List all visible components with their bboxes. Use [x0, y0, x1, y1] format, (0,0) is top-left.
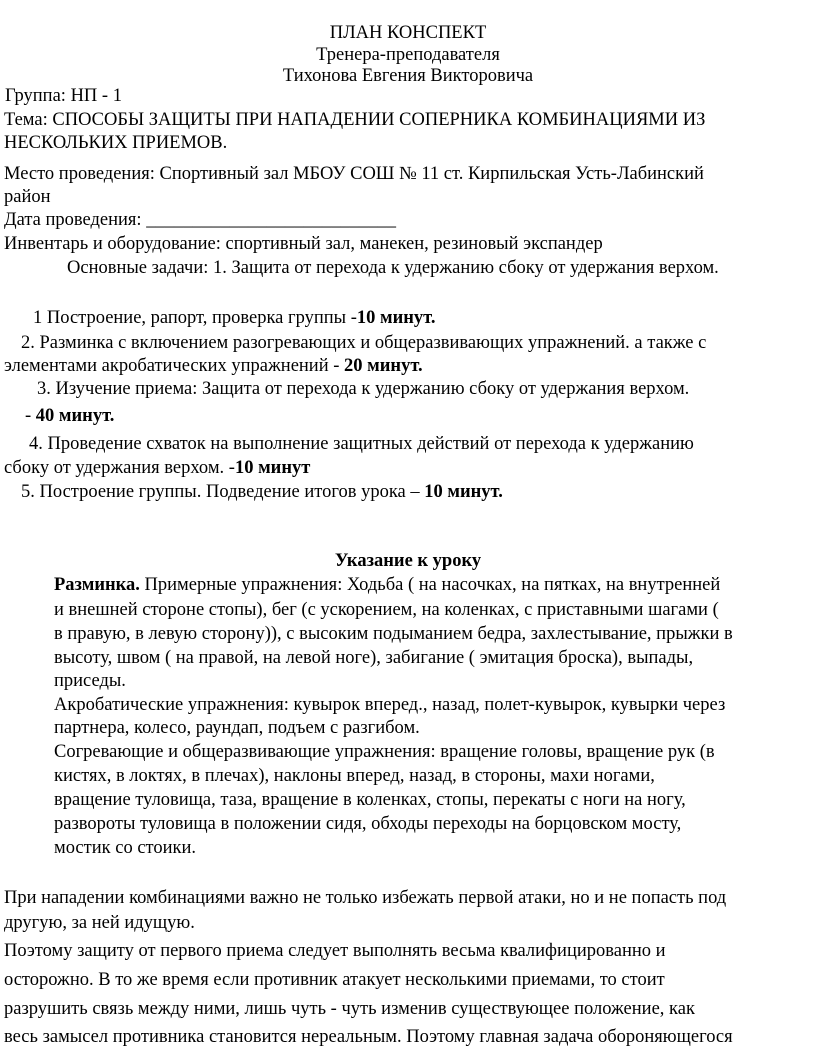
doc-title: ПЛАН КОНСПЕКТ	[329, 23, 487, 43]
plan-item-5-time: 10 минут.	[424, 482, 503, 502]
group-line: Группа: НП - 1	[5, 86, 122, 106]
warmup-line-2: и внешней стороне стопы), бег (с ускорением, на коленках, с приставными шагами (	[54, 600, 719, 620]
warmup-line-1	[54, 573, 720, 597]
plan-item-2-time: 20 минут.	[344, 356, 423, 376]
plan-item-2	[21, 331, 706, 355]
plan-item-2-text: 2. Разминка с включением разогревающих и общеразвивающих упражнений. а также с	[21, 333, 707, 353]
plan-item-5-text: 5. Построение группы. Подведение итогов урока –	[21, 482, 425, 502]
plan-item-3-cont	[25, 404, 114, 428]
general-line-5: мостик со стоики.	[54, 838, 197, 858]
warmup-text-1: Примерные упражнения: Ходьба ( на насочках, на пятках, на внутренней	[139, 575, 721, 595]
plan-item-4	[29, 432, 694, 456]
general-line-4: развороты туловища в положении сидя, обходы переходы на борцовском мосту,	[54, 814, 682, 834]
body-line-6: весь замысел противника становится нереальным. Поэтому главная задача обороняющегося	[4, 1027, 733, 1047]
warmup-line-3: в правую, в левую сторону)), с высоким подыманием бедра, захлестывание, прыжки в	[54, 624, 733, 644]
warmup-line-5: приседы.	[54, 671, 126, 691]
plan-item-5	[21, 480, 503, 504]
acro-line-1: Акробатические упражнения: кувырок вперед., назад, полет-кувырок, кувырки через	[54, 695, 726, 715]
warmup-label: Разминка.	[54, 575, 140, 595]
acro-line-2: партнера, колесо, раундап, подъем с разгибом.	[54, 718, 420, 738]
plan-item-4-time: 10 минут	[234, 458, 311, 478]
place-line-1: Место проведения: Спортивный зал МБОУ СОШ № 11 ст. Кирпильская Усть-Лабинский	[4, 164, 704, 184]
body-line-1: При нападении комбинациями важно не только избежать первой атаки, но и не попасть под	[4, 888, 727, 908]
plan-item-3-text: 3. Изучение приема: Защита от перехода к удержанию сбоку от удержания верхом.	[37, 379, 690, 399]
body-line-2: другую, за ней идущую.	[4, 913, 195, 933]
instructions-heading: Указание к уроку	[334, 551, 482, 571]
tasks-line: Основные задачи: 1. Защита от перехода к удержанию сбоку от удержания верхом.	[67, 258, 719, 278]
topic-line-1: Тема: СПОСОБЫ ЗАЩИТЫ ПРИ НАПАДЕНИИ СОПЕРНИКА КОМБИНАЦИЯМИ ИЗ	[4, 110, 706, 130]
plan-item-1	[33, 306, 436, 330]
date-line: Дата проведения: ___________________________	[4, 210, 396, 230]
plan-item-2-cont-text: элементами акробатических упражнений -	[4, 356, 345, 376]
plan-item-4-text: 4. Проведение схваток на выполнение защитных действий от перехода к удержанию	[29, 434, 694, 454]
inventory-line: Инвентарь и оборудование: спортивный зал, манекен, резиновый экспандер	[4, 234, 603, 254]
body-line-3: Поэтому защиту от первого приема следует выполнять весьма квалифицированно и	[4, 941, 666, 961]
plan-item-3-time: 40 минут.	[35, 406, 115, 426]
general-line-2: кистях, в локтях, в плечах), наклоны вперед, назад, в стороны, махи ногами,	[54, 766, 655, 786]
doc-author: Тихонова Евгения Викторовича	[282, 66, 534, 86]
body-line-4: осторожно. В то же время если противник атакует несколькими приемами, то стоит	[4, 970, 665, 990]
general-line-3: вращение туловища, таза, вращение в коленках, стопы, перекаты с ноги на ногу,	[54, 790, 686, 810]
plan-item-3	[37, 377, 689, 401]
doc-role: Тренера-преподавателя	[316, 45, 500, 65]
plan-item-2-cont	[4, 354, 423, 378]
warmup-line-4: высоту, швом ( на правой, на левой ноге), забигание ( эмитация броска), выпады,	[54, 648, 694, 668]
plan-item-1-time: 10 минут.	[356, 308, 436, 328]
general-line-1: Согревающие и общеразвивающие упражнения: вращение головы, вращение рук (в	[54, 742, 715, 762]
body-line-5: разрушить связь между ними, лишь чуть - чуть изменив существующее положение, как	[4, 999, 695, 1019]
topic-line-2: НЕСКОЛЬКИХ ПРИЕМОВ.	[4, 133, 228, 153]
plan-item-1-text: 1 Построение, рапорт, проверка группы -	[33, 308, 357, 328]
plan-item-4-cont-text: сбоку от удержания верхом. -	[4, 458, 235, 478]
place-line-2: район	[4, 187, 51, 207]
plan-item-4-cont	[4, 456, 310, 480]
plan-item-3-dash: -	[25, 406, 36, 426]
